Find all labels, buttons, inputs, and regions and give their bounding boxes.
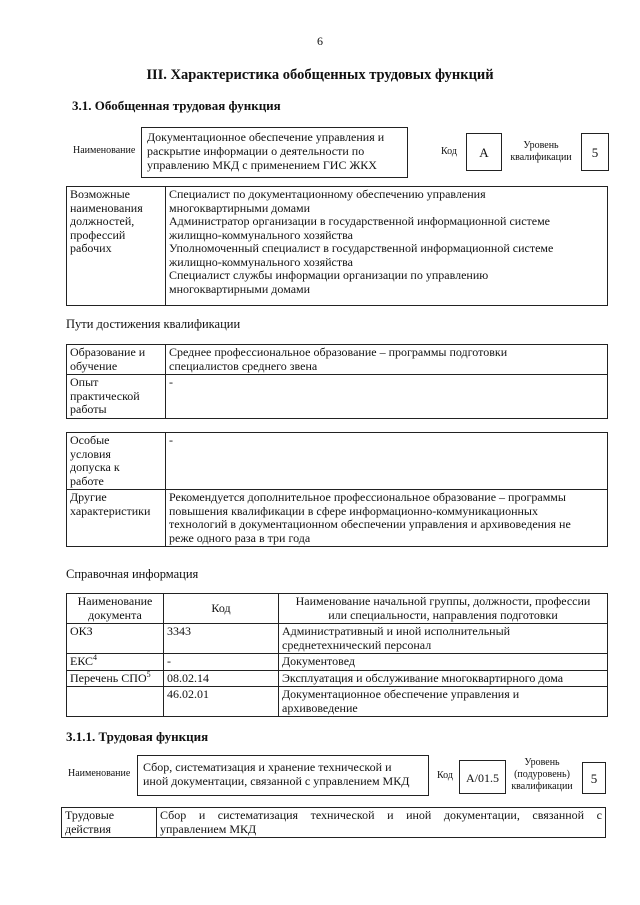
ref-name: Документовед (279, 654, 608, 671)
tf-code-value: A/01.5 (459, 760, 506, 794)
position-item: Специалист по документационному обеспечению управления многоквартирными домами (169, 187, 486, 215)
gtf-heading: 3.1. Обобщенная трудовая функция (72, 98, 281, 113)
education-value: Среднее профессиональное образование – программы подготовки специалистов среднего звена (166, 345, 608, 375)
actions-value: Сбор и систематизация технической и иной документации, связанной с управлением МКД (157, 808, 606, 838)
footnote-ref: 5 (146, 669, 151, 679)
actions-label: Трудовые действия (62, 808, 157, 838)
special-table (66, 432, 608, 547)
ref-name: Документационное обеспечение управления и архивоведение (279, 687, 608, 717)
ref-doc: ОКЗ (67, 624, 164, 654)
gtf-name-box (141, 127, 408, 178)
table-row (67, 433, 608, 490)
positions-list (166, 187, 608, 306)
admission-value: - (166, 433, 608, 490)
ref-doc: Перечень СПО$^5$ (67, 670, 164, 687)
ref-doc: ЕКС$^4$ (67, 654, 164, 671)
table-row (67, 670, 608, 687)
position-item: Специалист службы информации организации по управлению многоквартирными домами (169, 268, 489, 296)
ref-code: 08.02.14 (164, 670, 279, 687)
other-label: Другие характеристики (67, 490, 166, 547)
table-row (67, 375, 608, 419)
tf-code-label: Код (437, 770, 453, 781)
ref-code: 46.02.01 (164, 687, 279, 717)
ref-name: Административный и иной исполнительный среднетехнический персонал (279, 624, 608, 654)
footnote-ref: 4 (93, 653, 98, 662)
table-row (67, 654, 608, 671)
tf-name-label: Наименование (68, 768, 131, 779)
page-number: 6 (317, 34, 323, 48)
gtf-level-value: 5 (581, 133, 609, 171)
education-label: Образование и обучение (67, 345, 166, 375)
education-table (66, 344, 608, 419)
experience-label: Опыт практической работы (67, 375, 166, 419)
tf-heading: 3.1.1. Трудовая функция (66, 729, 209, 744)
table-row (67, 490, 608, 547)
reference-table (66, 593, 608, 717)
header-name: Наименование начальной группы, должности, профессии или специальности, направления подготовки (279, 594, 608, 624)
header-code: Код (164, 594, 279, 624)
tf-name-line: иной документации, связанной с управлением МКД (143, 774, 410, 788)
gtf-code-value: A (466, 133, 502, 171)
positions-label: Возможные наименования должностей, профессий рабочих (67, 187, 166, 306)
gtf-name-label: Наименование (73, 145, 136, 156)
gtf-level-label (506, 140, 576, 164)
other-value: Рекомендуется дополнительное профессиональное образование – программы повышения квалификации в сфере информационно-коммуникационных технологий в документационном обеспечении управления и архивоведения не реже одного раза в три года (166, 490, 608, 547)
reference-header-row (67, 594, 608, 624)
tf-name-line: Сбор, систематизация и хранение технической и (143, 760, 392, 774)
table-row (67, 345, 608, 375)
gtf-name-line: Документационное обеспечение управления и (147, 130, 385, 144)
admission-label: Особые условия допуска к работе (67, 433, 166, 490)
tf-level-label-line: Уровень (524, 757, 560, 768)
position-item: Администратор организации в государственной информационной системе жилищно-коммунального хозяйства (169, 214, 551, 242)
header-document: Наименование документа (67, 594, 164, 624)
table-row (67, 687, 608, 717)
tf-name-box (137, 755, 429, 796)
gtf-name-line: управлению МКД с применением ГИС ЖКХ (147, 158, 377, 172)
gtf-level-label-line: квалификации (510, 152, 572, 163)
tf-level-label (507, 757, 577, 793)
table-row (62, 808, 606, 838)
ref-doc (67, 687, 164, 717)
gtf-level-label-line: Уровень (523, 140, 559, 151)
table-row (67, 624, 608, 654)
section-title: III. Характеристика обобщенных трудовых функций (146, 67, 494, 83)
ref-name: Эксплуатация и обслуживание многоквартирного дома (279, 670, 608, 687)
tf-level-value: 5 (582, 762, 606, 794)
tf-level-label-line: (подуровень) (514, 769, 570, 780)
gtf-code-label: Код (441, 146, 457, 157)
ref-code: - (164, 654, 279, 671)
position-item: Уполномоченный специалист в государственной информационной системе жилищно-коммунального хозяйства (169, 241, 554, 269)
positions-table (66, 186, 608, 306)
gtf-name-line: раскрытие информации о деятельности по (147, 144, 365, 158)
experience-value: - (166, 375, 608, 419)
paths-heading: Пути достижения квалификации (66, 317, 241, 331)
reference-heading: Справочная информация (66, 567, 199, 581)
ref-code: 3343 (164, 624, 279, 654)
tf-level-label-line: квалификации (511, 781, 573, 792)
actions-table (61, 807, 606, 838)
